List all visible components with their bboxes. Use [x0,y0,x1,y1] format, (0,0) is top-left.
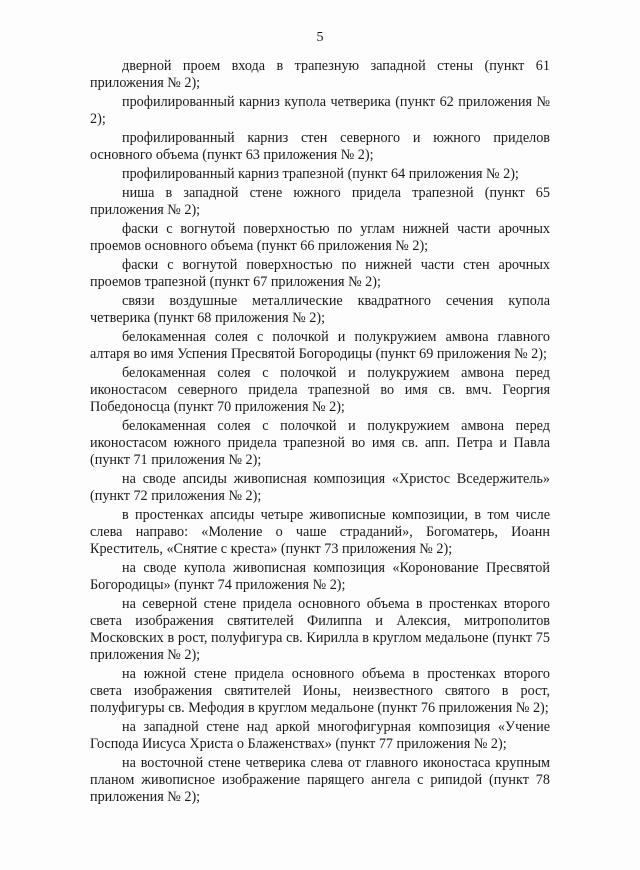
list-item: профилированный карниз стен северного и южного приделов основного объема (пункт 63 приложения № 2); [90,130,550,163]
list-item: белокаменная солея с полочкой и полукружием амвона перед иконостасом северного придела трапезной во имя св. вмч. Георгия Победоносца (пункт 70 приложения № 2); [90,365,550,415]
list-item: на восточной стене четверика слева от главного иконостаса крупным планом живописное изображение парящего ангела с рипидой (пункт 78 приложения № 2); [90,755,550,805]
list-item: профилированный карниз трапезной (пункт 64 приложения № 2); [122,166,519,182]
list-item: на северной стене придела основного объема в простенках второго света изображения святителей Филиппа и Алексия, митрополитов Московских в рост, полуфигура св. Кирилла в круглом медальоне (пункт 75 приложения № 2); [90,596,550,663]
list-item: связи воздушные металлические квадратного сечения купола четверика (пункт 68 приложения № 2); [90,293,550,326]
list-item: профилированный карниз купола четверика (пункт 62 приложения № 2); [90,94,550,127]
list-item: на своде купола живописная композиция «Коронование Пресвятой Богородицы» (пункт 74 приложения № 2); [90,560,550,593]
list-item: белокаменная солея с полочкой и полукружием амвона перед иконостасом южного придела трапезной во имя св. апп. Петра и Павла (пункт 71 приложения № 2); [90,418,550,468]
list-item: на своде апсиды живописная композиция «Христос Вседержитель» (пункт 72 приложения № 2); [90,471,550,504]
list-item: фаски с вогнутой поверхностью по нижней части стен арочных проемов трапезной (пункт 67 приложения № 2); [90,257,550,290]
page-number: 5 [316,30,324,45]
list-item: на южной стене придела основного объема в простенках второго света изображения святителей Ионы, неизвестного святого в рост, полуфигуры св. Мефодия в круглом медальоне (пункт 76 приложения № 2); [90,666,550,716]
list-item: дверной проем входа в трапезную западной стены (пункт 61 приложения № 2); [90,58,550,91]
document-body [90,58,550,808]
list-item: белокаменная солея с полочкой и полукружием амвона главного алтаря во имя Успения Пресвятой Богородицы (пункт 69 приложения № 2); [90,329,550,362]
list-item: ниша в западной стене южного придела трапезной (пункт 65 приложения № 2); [90,185,550,218]
list-item: фаски с вогнутой поверхностью по углам нижней части арочных проемов основного объема (пункт 66 приложения № 2); [90,221,550,254]
list-item: в простенках апсиды четыре живописные композиции, в том числе слева направо: «Моление о чаше страданий», Богоматерь, Иоанн Креститель, «Снятие с креста» (пункт 73 приложения № 2); [90,507,550,557]
list-item: на западной стене над аркой многофигурная композиция «Учение Господа Иисуса Христа о Блаженствах» (пункт 77 приложения № 2); [90,719,550,752]
